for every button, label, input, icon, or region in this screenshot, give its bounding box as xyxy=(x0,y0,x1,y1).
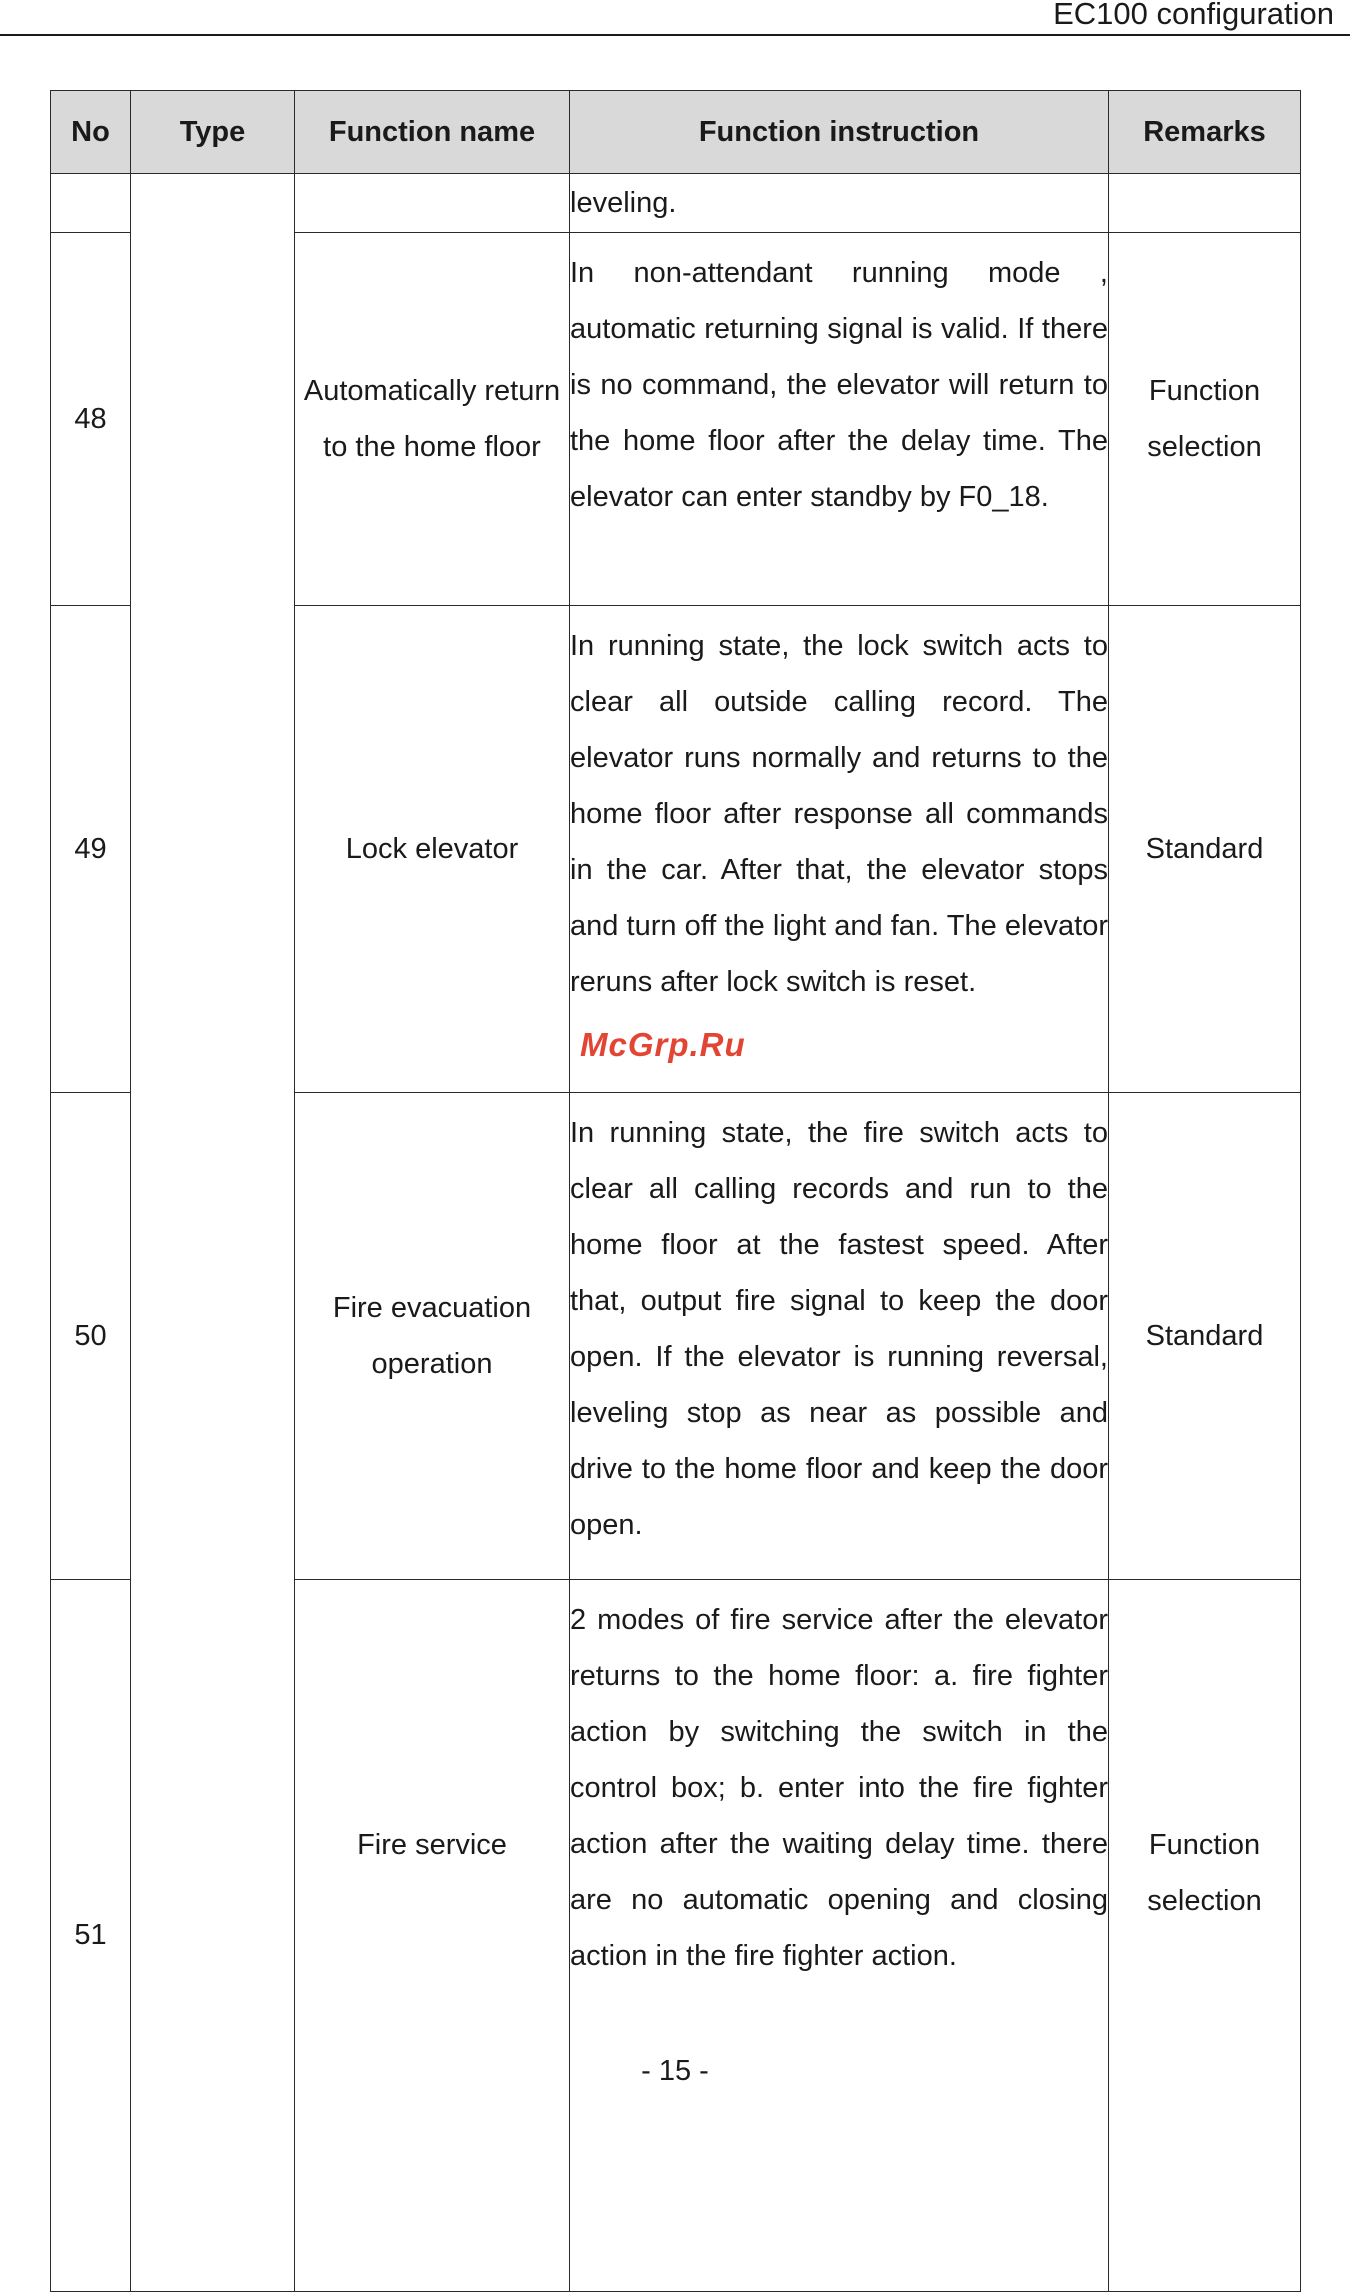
cell-no xyxy=(51,174,131,233)
table-header-row xyxy=(51,91,1301,174)
column-header-type: Type xyxy=(131,91,295,174)
cell-no: 48 xyxy=(51,233,131,606)
table-row-continued xyxy=(51,174,1301,233)
column-header-function-instruction: Function instruction xyxy=(570,91,1109,174)
cell-remarks: Function selection xyxy=(1109,1580,1301,2292)
function-table xyxy=(50,90,1301,2292)
document-header-title: EC100 configuration xyxy=(1053,0,1334,31)
cell-function-name: Fire evacuation operation xyxy=(295,1093,570,1580)
cell-remarks xyxy=(1109,174,1301,233)
watermark: McGrp.Ru xyxy=(580,1026,746,1063)
cell-no: 51 xyxy=(51,1580,131,2292)
cell-instruction: In running state, the fire switch acts to clear all calling records and run to the home floor at the fastest speed. After that, output fire signal to keep the door open. If the elevator is running reversal, leveling stop as near as possible and drive to the home floor and keep the door open. xyxy=(570,1093,1109,1580)
cell-remarks: Standard xyxy=(1109,1093,1301,1580)
cell-instruction: 2 modes of fire service after the elevator returns to the home floor: a. fire fighter action by switching the switch in the control box; b. enter into the fire fighter action after the waiting delay time. there are no automatic opening and closing action in the fire fighter action. xyxy=(570,1580,1109,2292)
cell-type-merged xyxy=(131,174,295,2292)
cell-function-name: Lock elevator xyxy=(295,606,570,1093)
cell-instruction: In non-attendant running mode , automatic returning signal is valid. If there is no command, the elevator will return to the home floor after the delay time. The elevator can enter standby by F0_18. xyxy=(570,233,1109,606)
cell-remarks: Standard xyxy=(1109,606,1301,1093)
column-header-function-name: Function name xyxy=(295,91,570,174)
cell-function-name: Automatically return to the home floor xyxy=(295,233,570,606)
cell-no: 50 xyxy=(51,1093,131,1580)
column-header-remarks: Remarks xyxy=(1109,91,1301,174)
cell-instruction: In running state, the lock switch acts to clear all outside calling record. The elevator runs normally and returns to the home floor after response all commands in the car. After that, the elevator stops and turn off the light and fan. The elevator reruns after lock switch is reset. xyxy=(570,606,1109,1093)
cell-no: 49 xyxy=(51,606,131,1093)
page-number: - 15 - xyxy=(641,2055,709,2087)
column-header-no: No xyxy=(51,91,131,174)
cell-remarks: Function selection xyxy=(1109,233,1301,606)
cell-instruction: leveling. xyxy=(570,174,1109,233)
header-rule xyxy=(0,34,1350,36)
cell-function-name xyxy=(295,174,570,233)
cell-function-name: Fire service xyxy=(295,1580,570,2292)
